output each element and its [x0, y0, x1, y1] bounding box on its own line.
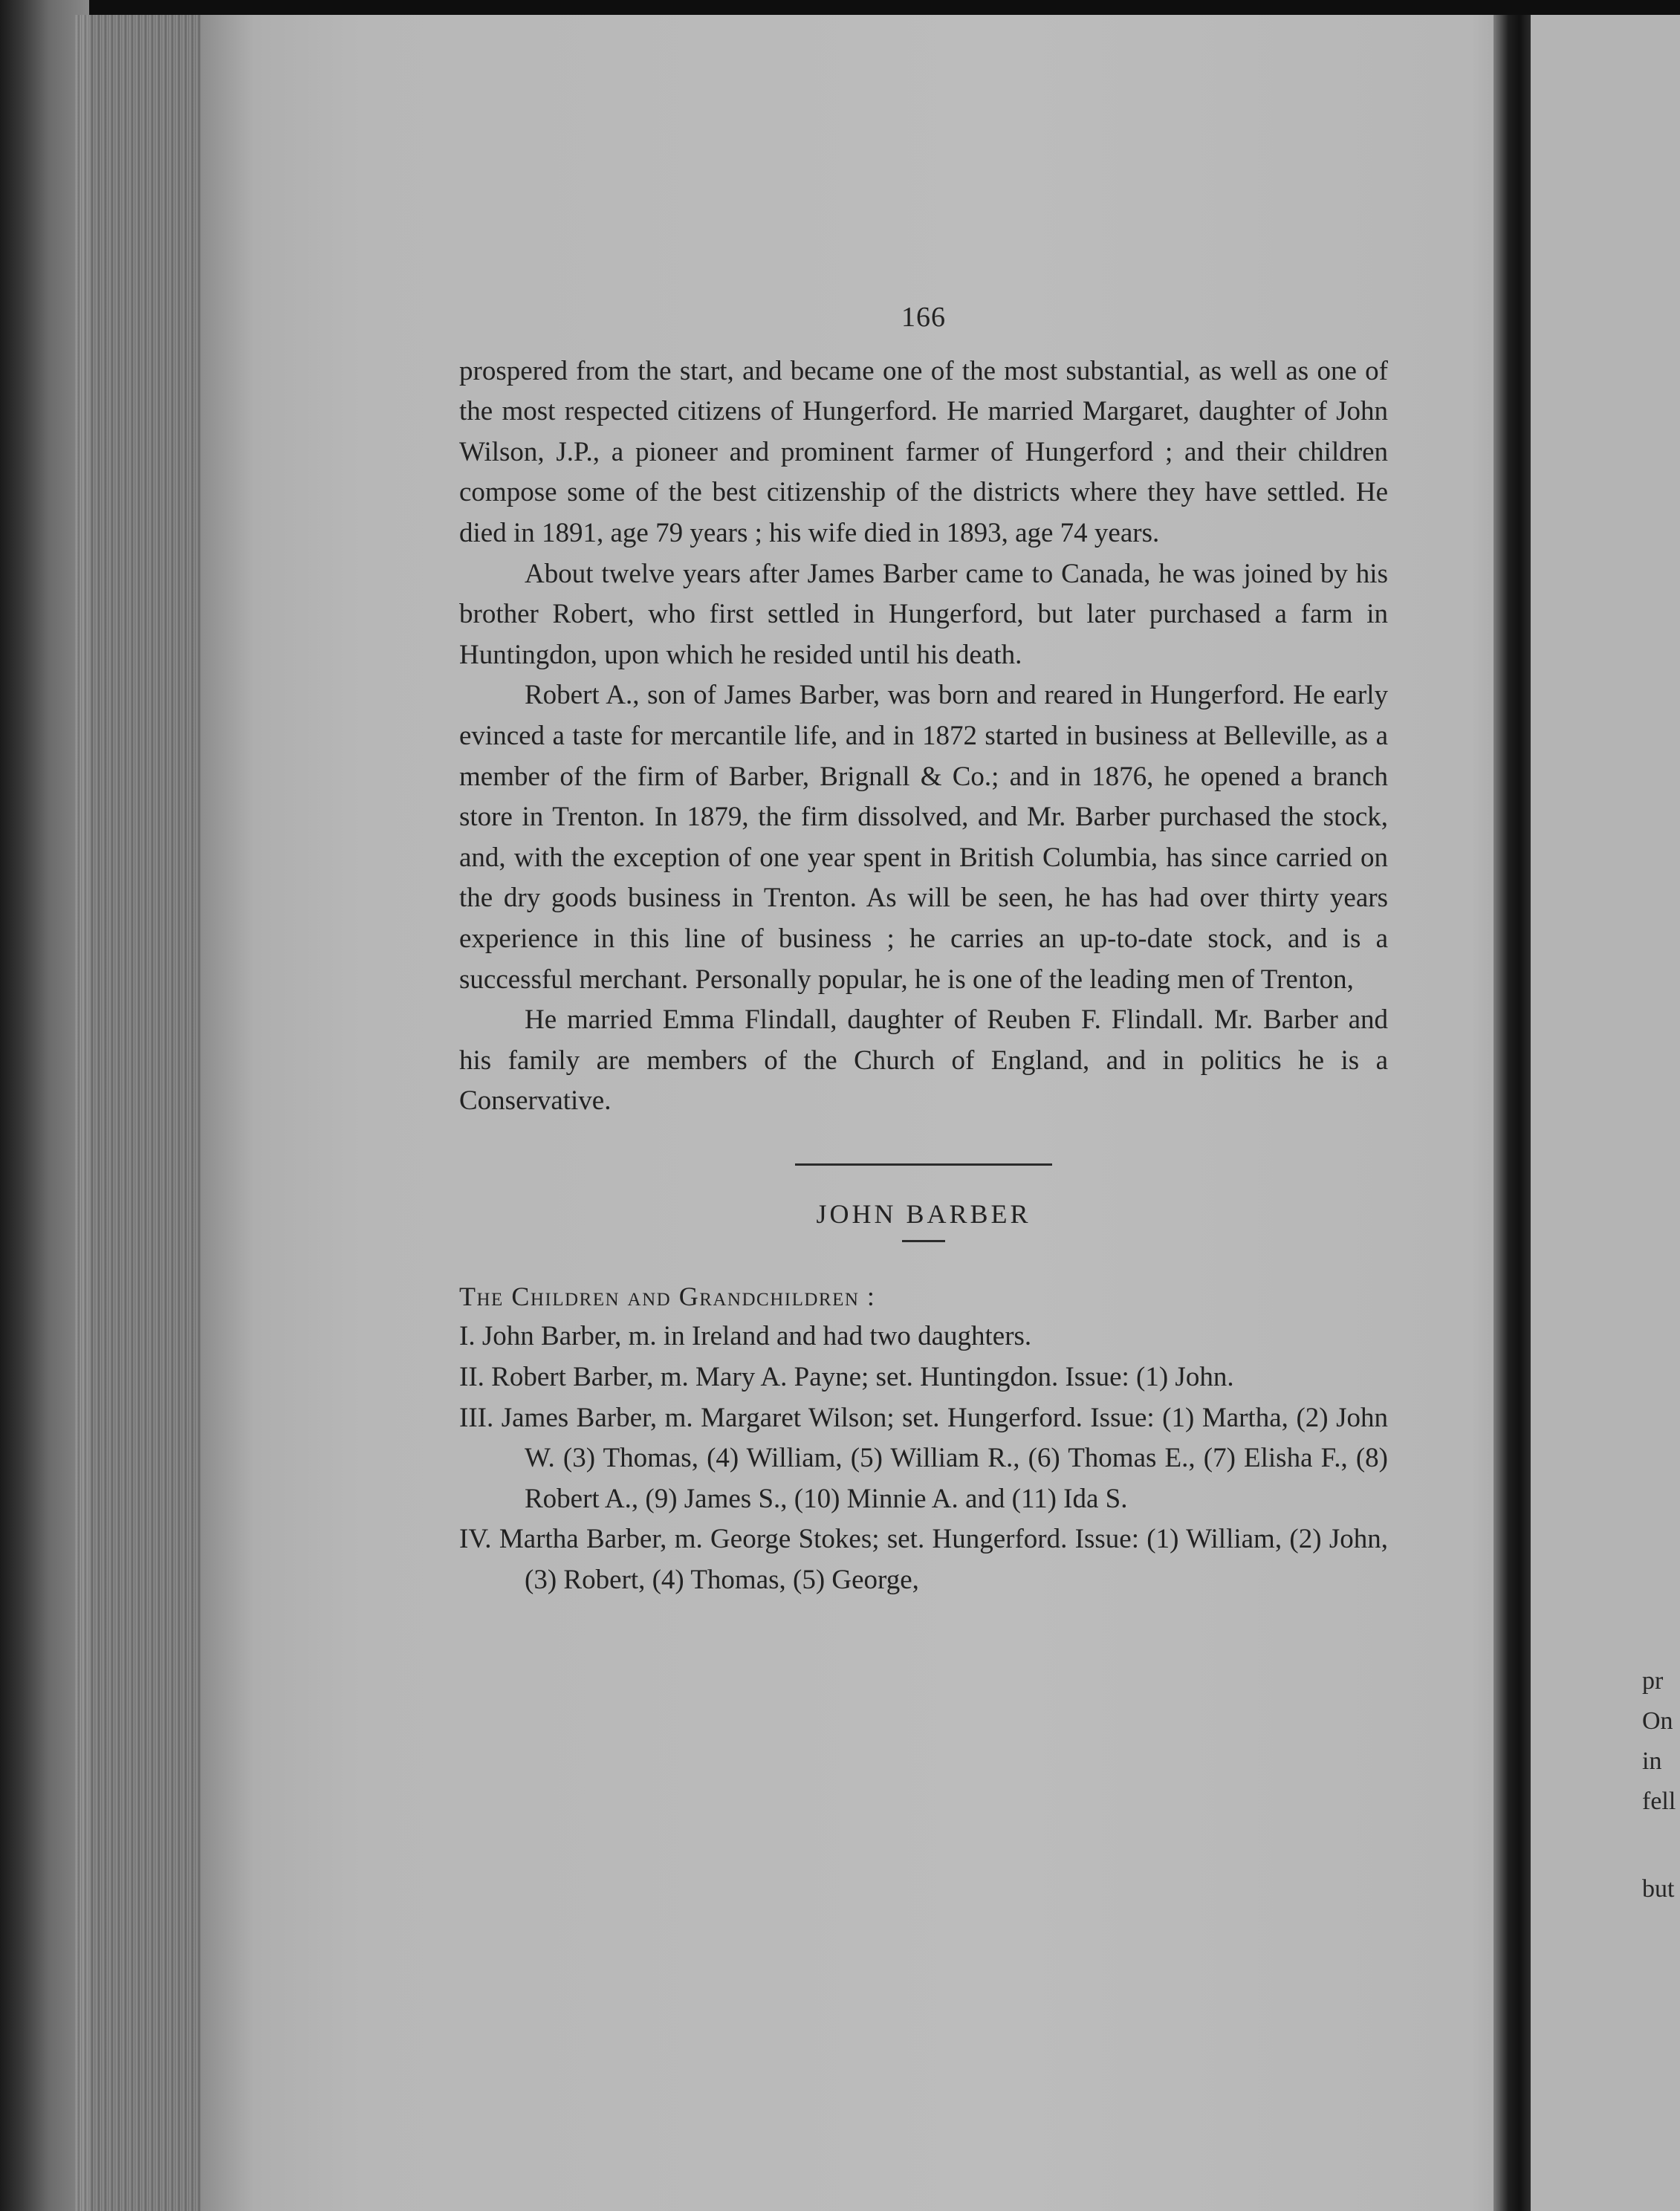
- family-entry: II. Robert Barber, m. Mary A. Payne; set. Huntingdon. Issue: (1) John.: [459, 1362, 1234, 1393]
- body-paragraph: He married Emma Flindall, daughter of Reuben F. Flindall. Mr. Barber and his family are members of the Church of England, and in politics he is a Conservative.: [459, 1004, 1388, 1117]
- body-paragraph: About twelve years after James Barber came to Canada, he was joined by his brother Robert, who first settled in Hungerford, but later purchased a farm in Huntingdon, upon which he resided until his death.: [459, 558, 1388, 670]
- facing-page-fragment: On: [1642, 1707, 1673, 1735]
- section-title: JOHN BARBER: [816, 1198, 1031, 1229]
- page-edges: [74, 15, 208, 2211]
- title-underline: [902, 1240, 945, 1242]
- facing-page-fragment: pr: [1642, 1667, 1664, 1695]
- family-entry: III. James Barber, m. Margaret Wilson; set. Hungerford. Issue: (1) Martha, (2) John W. (3) Thomas, (4) William, (5) William R., (6) Thomas E., (7) Elisha F., (8) Robert A., (9) James S., (10) Minnie A. and (11) Ida S.: [459, 1402, 1388, 1514]
- facing-page-fragment: in: [1642, 1747, 1662, 1775]
- body-paragraph: Robert A., son of James Barber, was born and reared in Hungerford. He early evinced a taste for mercantile life, and in 1872 started in business at Belleville, as a member of the firm of Barber, Brignall & Co.; and in 1876, he opened a branch store in Trenton. In 1879, the firm dissolved, and Mr. Barber purchased the stock, and, with the exception of one year spent in British Columbia, has since carried on the dry goods business in Trenton. As will be seen, he has had over thirty years experience in this line of business ; he carries an up-to-date stock, and is a successful merchant. Personally popular, he is one of the leading men of Trenton,: [459, 680, 1388, 995]
- facing-page-fragment: fell: [1642, 1788, 1676, 1815]
- section-divider: [795, 1163, 1052, 1166]
- family-entry: I. John Barber, m. in Ireland and had two daughters.: [459, 1321, 1032, 1352]
- family-list-label: The Children and Grandchildren :: [459, 1281, 876, 1311]
- body-paragraph: prospered from the start, and became one of the most substantial, as well as one of the most respected citizens of Hungerford. He married Margaret, daughter of John Wilson, J.P., a pioneer and prominent farmer of Hungerford ; and their children compose some of the best citizenship of the districts where they have settled. He died in 1891, age 79 years ; his wife died in 1893, age 74 years.: [459, 355, 1388, 548]
- family-entry: IV. Martha Barber, m. George Stokes; set. Hungerford. Issue: (1) William, (2) John, (3) Robert, (4) Thomas, (5) George,: [459, 1524, 1388, 1596]
- book-gutter: [1493, 15, 1531, 2211]
- page-content: [459, 297, 1388, 1601]
- facing-page-fragment: but: [1642, 1875, 1675, 1903]
- page-number: 166: [901, 302, 946, 333]
